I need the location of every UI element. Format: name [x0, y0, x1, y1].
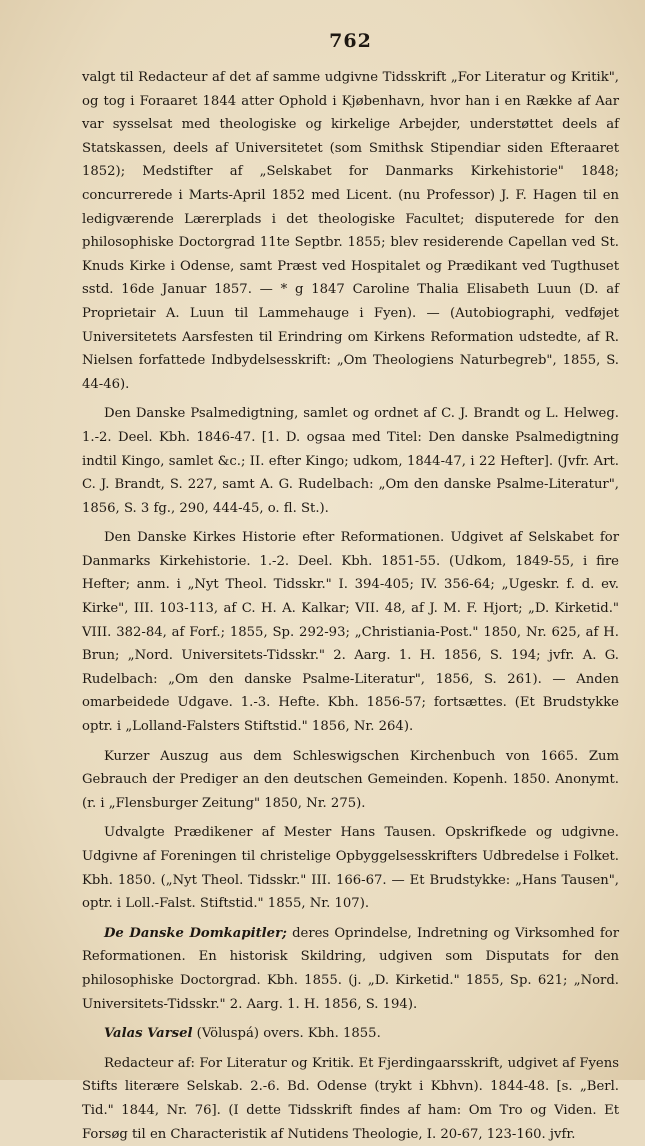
entry-redacteur: Redacteur af: For Literatur og Kritik. Et Fjerdingaarsskrift, udgivet af Fyens Stifts literære Selskab. 2.-6. Bd. Odense (trykt i Kbhvn). 1844-48. [s. „Berl. Tid." 1844, Nr. 76]. (I dette Tidsskrift findes af ham: Om Tro og Viden. Et Forsøg til en Characteristik af Nutidens Theologie, I. 20-67, 123-160. jvfr. [82, 1055, 619, 1142]
entry-domkapitler-text: deres Oprindelse, Indretning og Virksomhed for Reformationen. En historisk Skildring, udgiven som Disputats for den philosophiske Doctorgrad. Kbh. 1855. (j. „D. Kirketid." 1855, Sp. 621; „Nord. Universitets-Tidsskr." 2. Aarg. 1. H. 1856, S. 194). [82, 925, 620, 1012]
entry-valas-varsel-title: Valas Varsel [104, 1026, 193, 1042]
biography-continuation: valgt til Redacteur af det af samme udgivne Tidsskrift „For Literatur og Kritik", og tog i Foraaret 1844 atter Ophold i Kjøbenhavn, hvor han i en Række af Aar var sysselsat med theologiske og kirkelige Arbejder, understøttet deels af Statskassen, deels af Universitetet (som Smithsk Stipendiar siden Efteraaret 1852); Medstifter af „Selskabet for Danmarks Kirkehistorie" 1848; concurrerede i Marts-April 1852 med Licent. (nu Professor) J. F. Hagen til en ledigværende Lærerplads i det theologiske Facultet; disputerede for den philosophiske Doctorgrad 11te Septbr. 1855; blev residerende Capellan ved St. Knuds Kirke i Odense, samt Præst ved Hospitalet og Prædikant ved Tugthuset sstd. 16de Januar 1857. — * g 1847 Caroline Thalia Elisabeth Luun (D. af Proprietair A. Luun til Lammehauge i Fyen). — (Autobiographi, vedføjet Universitetets Aarsfesten til Erindring om Kirkens Reformation udstedte, af R. Nielsen forfattede Indbydelsesskrift: „Om Theologiens Naturbegreb", 1855, S. 44-46). [82, 70, 619, 392]
page-number: 762 [329, 30, 372, 52]
entry-kurzer-auszug: Kurzer Auszug aus dem Schleswigschen Kirchenbuch von 1665. Zum Gebrauch der Prediger an den deutschen Gemeinden. Kopenh. 1850. Anonymt. (r. i „Flensburger Zeitung" 1850, Nr. 275). [82, 748, 619, 811]
entry-udvalgte-praedikener: Udvalgte Prædikener af Mester Hans Tausen. Opskrifkede og udgivne. Udgivne af Foreningen til christelige Opbyggelsesskrifters Udbredelse i Folket. Kbh. 1850. („Nyt Theol. Tidsskr." III. 166-67. — Et Brudstykke: „Hans Tausen", optr. i Loll.-Falst. Stiftstid." 1855, Nr. 107). [82, 825, 619, 912]
entry-psalmedigtning: Den Danske Psalmedigtning, samlet og ordnet af C. J. Brandt og L. Helweg. 1.-2. Deel. Kbh. 1846-47. [1. D. ogsaa med Titel: Den danske Psalmedigtning indtil Kingo, samlet &c.; II. efter Kingo; udkom, 1844-47, i 22 Hefter]. (Jvfr. Art. C. J. Brandt, S. 227, samt A. G. Rudelbach: „Om den danske Psalme-Literatur", 1856, S. 3 fg., 290, 444-45, o. fl. St.). [82, 406, 619, 516]
entry-valas-varsel-text: (Völuspá) overs. Kbh. 1855. [192, 1026, 381, 1042]
entry-domkapitler-title: De Danske Domkapitler; [104, 925, 287, 941]
entry-kirkes-historie: Den Danske Kirkes Historie efter Reformationen. Udgivet af Selskabet for Danmarks Kirkehistorie. 1.-2. Deel. Kbh. 1851-55. (Udkom, 1849-55, i fire Hefter; anm. i „Nyt Theol. Tidsskr." I. 394-405; IV. 356-64; „Ugeskr. f. d. ev. Kirke", III. 103-113, af C. H. A. Kalkar; VII. 48, af J. M. F. Hjort; „D. Kirketid." VIII. 382-84, af Forf.; 1855, Sp. 292-93; „Christiania-Post." 1850, Nr. 625, af H. Brun; „Nord. Universitets-Tidsskr." 2. Aarg. 1. H. 1856, S. 194; jvfr. A. G. Rudelbach: „Om den danske Psalme-Literatur", 1856, S. 261). — Anden omarbeidede Udgave. 1.-3. Hefte. Kbh. 1856-57; fortsættes. (Et Brudstykke optr. i „Lolland-Falsters Stiftstid." 1856, Nr. 264). [82, 530, 619, 735]
entry-domkapitler [82, 922, 619, 1016]
entry-valas-varsel [82, 1022, 619, 1046]
